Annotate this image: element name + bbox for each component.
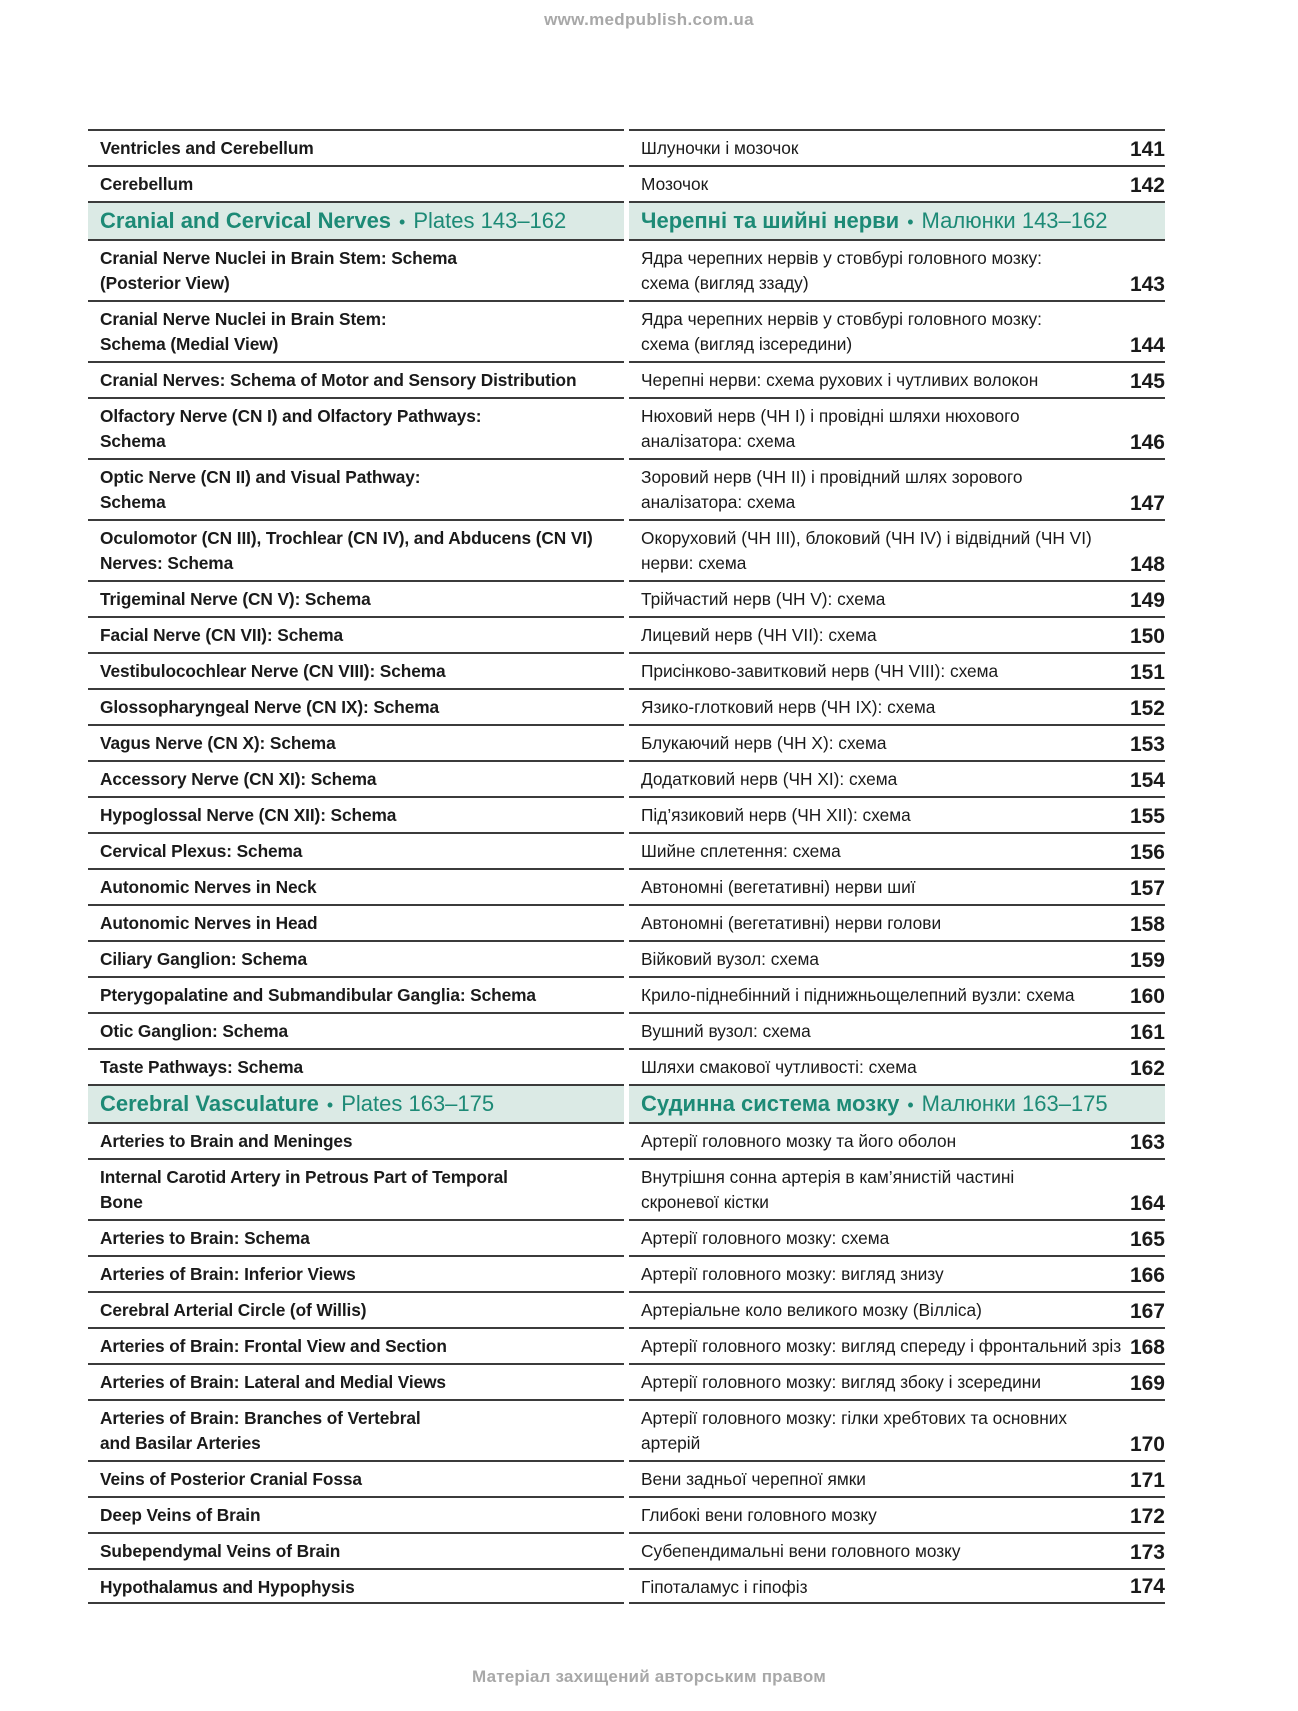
toc-entry-en	[88, 1122, 624, 1158]
entry-title-line: Autonomic Nerves in Neck	[100, 877, 317, 897]
entry-title-line: Arteries of Brain: Inferior Views	[100, 1264, 356, 1284]
header-url: www.medpublish.com.ua	[544, 10, 754, 29]
toc-entry-uk	[629, 652, 1165, 688]
entry-title-line: Autonomic Nerves in Head	[100, 913, 318, 933]
page-number: 161	[1129, 1021, 1165, 1044]
section-plates: Малюнки 163–175	[921, 1091, 1108, 1116]
entry-title-line: Optic Nerve (CN II) and Visual Pathway:	[100, 467, 421, 487]
bullet-separator: •	[326, 1095, 334, 1115]
entry-title-uk	[641, 1467, 1130, 1496]
bullet-separator: •	[399, 212, 406, 232]
entry-title-uk	[641, 1370, 1130, 1399]
entry-title-line: Subependymal Veins of Brain	[100, 1541, 341, 1561]
section-plates: Plates 143–162	[413, 208, 567, 233]
toc-entry-uk	[629, 1568, 1165, 1604]
entry-title-line: Olfactory Nerve (CN I) and Olfactory Pathways:	[100, 406, 482, 426]
entry-title-line: Vestibulocochlear Nerve (CN VIII): Schema	[100, 661, 446, 681]
toc-entry-uk	[629, 519, 1165, 580]
toc-entry-uk	[629, 239, 1165, 300]
toc-entry-uk	[629, 904, 1165, 940]
toc-entry-en	[88, 458, 624, 519]
toc-entry-uk	[629, 940, 1165, 976]
entry-title-uk	[641, 731, 1130, 760]
entry-title-line: Arteries of Brain: Frontal View and Section	[100, 1336, 447, 1356]
toc-entry-en	[88, 1532, 624, 1568]
entry-title-line: Зоровий нерв (ЧН II) і провідний шлях зорового	[641, 467, 1023, 487]
toc-entry-en	[88, 796, 624, 832]
page-number: 170	[1129, 1433, 1165, 1456]
entry-title-uk	[641, 1406, 1130, 1460]
toc-entry-uk	[629, 300, 1165, 361]
entry-title-line: Hypoglossal Nerve (CN XII): Schema	[100, 805, 397, 825]
entry-title-line: скроневої кістки	[641, 1192, 769, 1212]
section-title: Cranial and Cervical Nerves	[100, 208, 392, 233]
page-number: 146	[1129, 431, 1165, 454]
page-number: 169	[1129, 1372, 1165, 1395]
page-number: 173	[1129, 1541, 1165, 1564]
entry-title-line: Автономні (вегетативні) нерви шиї	[641, 877, 916, 897]
entry-title-line: схема (вигляд ізсередини)	[641, 334, 853, 354]
entry-title-line: Arteries to Brain and Meninges	[100, 1131, 353, 1151]
entry-title-line: Veins of Posterior Cranial Fossa	[100, 1469, 362, 1489]
entry-title-line: Cranial Nerve Nuclei in Brain Stem: Schema	[100, 248, 457, 268]
entry-title-line: артерій	[641, 1433, 701, 1453]
toc-entry-uk	[629, 1158, 1165, 1219]
entry-title-line: Нюховий нерв (ЧН I) і провідні шляхи нюхового	[641, 406, 1020, 426]
toc-entry-en	[88, 1048, 624, 1084]
page-number: 166	[1129, 1264, 1165, 1287]
toc-entry-en	[88, 976, 624, 1012]
entry-title-line: Додатковий нерв (ЧН XI): схема	[641, 769, 898, 789]
toc-entry-uk	[629, 1048, 1165, 1084]
page-number: 158	[1129, 913, 1165, 936]
toc-entry-uk	[629, 1219, 1165, 1255]
toc-entry-en	[88, 397, 624, 458]
entry-title-line: аналізатора: схема	[641, 431, 796, 451]
entry-title-line: Cerebral Arterial Circle (of Willis)	[100, 1300, 367, 1320]
toc-entry-uk	[629, 1460, 1165, 1496]
toc-entry-en	[88, 300, 624, 361]
entry-title-line: Schema	[100, 492, 166, 512]
entry-title-line: Otic Ganglion: Schema	[100, 1021, 289, 1041]
entry-title-line: Крило-піднебінний і піднижньощелепний вузли: схема	[641, 985, 1075, 1005]
entry-title-line: Шляхи смакової чутливості: схема	[641, 1057, 917, 1077]
entry-title-line: Arteries to Brain: Schema	[100, 1228, 310, 1248]
entry-title-uk	[641, 136, 1130, 165]
entry-title-uk	[641, 587, 1130, 616]
entry-title-line: Facial Nerve (CN VII): Schema	[100, 625, 343, 645]
page-number: 151	[1129, 661, 1165, 684]
entry-title-uk	[641, 465, 1130, 519]
toc-entry-uk	[629, 868, 1165, 904]
entry-title-line: Ventricles and Cerebellum	[100, 138, 314, 158]
entry-title-line: and Basilar Arteries	[100, 1433, 261, 1453]
entry-title-uk	[641, 404, 1130, 458]
entry-title-line: Війковий вузол: схема	[641, 949, 819, 969]
toc-entry-en	[88, 1012, 624, 1048]
entry-title-line: Trigeminal Nerve (CN V): Schema	[100, 589, 371, 609]
entry-title-line: Pterygopalatine and Submandibular Ganglia: Schema	[100, 985, 536, 1005]
toc-entry-uk	[629, 361, 1165, 397]
page-number: 150	[1129, 625, 1165, 648]
page-number: 157	[1129, 877, 1165, 900]
section-title: Судинна система мозку	[641, 1091, 900, 1116]
entry-title-uk	[641, 623, 1130, 652]
page-number: 165	[1129, 1228, 1165, 1251]
toc-entry-uk	[629, 796, 1165, 832]
page-number: 141	[1129, 138, 1165, 161]
toc-entry-uk	[629, 1532, 1165, 1568]
entry-title-uk	[641, 526, 1130, 580]
entry-title-uk	[641, 1298, 1130, 1327]
section-plates: Plates 163–175	[341, 1091, 495, 1116]
page-number: 174	[1129, 1575, 1165, 1598]
toc-entry-uk	[629, 1122, 1165, 1158]
entry-title-line: Cervical Plexus: Schema	[100, 841, 303, 861]
toc-entry-en	[88, 1363, 624, 1399]
entry-title-uk	[641, 911, 1130, 940]
entry-title-line: Deep Veins of Brain	[100, 1505, 261, 1525]
entry-title-uk	[641, 839, 1130, 868]
entry-title-line: Vagus Nerve (CN X): Schema	[100, 733, 336, 753]
toc-entry-uk	[629, 976, 1165, 1012]
entry-title-line: Внутрішня сонна артерія в кам’янистій частині	[641, 1167, 1015, 1187]
entry-title-line: Артерії головного мозку: вигляд знизу	[641, 1264, 944, 1284]
page-number: 160	[1129, 985, 1165, 1008]
entry-title-line: Вушний вузол: схема	[641, 1021, 811, 1041]
section-title: Черепні та шийні нерви	[641, 208, 900, 233]
toc-entry-uk	[629, 1255, 1165, 1291]
entry-title-line: схема (вигляд ззаду)	[641, 273, 809, 293]
toc-entry-en	[88, 940, 624, 976]
entry-title-uk	[641, 767, 1130, 796]
entry-title-line: Вени задньої черепної ямки	[641, 1469, 866, 1489]
entry-title-line: Артерії головного мозку: гілки хребтових та основних	[641, 1408, 1068, 1428]
entry-title-line: Шийне сплетення: схема	[641, 841, 841, 861]
entry-title-line: Hypothalamus and Hypophysis	[100, 1577, 355, 1597]
section-title: Cerebral Vasculature	[100, 1091, 319, 1116]
entry-title-line: Артерії головного мозку та його оболон	[641, 1131, 957, 1151]
entry-title-line: Артерії головного мозку: вигляд збоку і зсередини	[641, 1372, 1041, 1392]
entry-title-line: Окоруховий (ЧН III), блоковий (ЧН IV) і відвідний (ЧН VI)	[641, 528, 1092, 548]
toc-entry-uk	[629, 832, 1165, 868]
toc-entry-uk	[629, 165, 1165, 201]
entry-title-line: Arteries of Brain: Branches of Vertebral	[100, 1408, 421, 1428]
section-header-en	[88, 1084, 624, 1122]
entry-title-line: Arteries of Brain: Lateral and Medial Views	[100, 1372, 446, 1392]
entry-title-line: Ядра черепних нервів у стовбурі головного мозку:	[641, 248, 1042, 268]
entry-title-line: Присінково-завитковий нерв (ЧН VIII): схема	[641, 661, 999, 681]
entry-title-uk	[641, 1575, 1130, 1602]
entry-title-line: Cerebellum	[100, 174, 194, 194]
entry-title-line: Язико-глотковий нерв (ЧН IX): схема	[641, 697, 936, 717]
page-number: 148	[1129, 553, 1165, 576]
entry-title-line: Артерії головного мозку: вигляд спереду і фронтальний зріз	[641, 1336, 1122, 1356]
entry-title-line: Шлуночки і мозочок	[641, 138, 799, 158]
toc-entry-uk	[629, 1291, 1165, 1327]
toc-entry-uk	[629, 1012, 1165, 1048]
toc-entry-en	[88, 519, 624, 580]
toc-entry-en	[88, 1460, 624, 1496]
toc-entry-en	[88, 580, 624, 616]
page-number: 164	[1129, 1192, 1165, 1215]
table-of-contents	[88, 129, 1210, 1604]
toc-entry-en	[88, 760, 624, 796]
entry-title-uk	[641, 1503, 1130, 1532]
entry-title-line: Bone	[100, 1192, 143, 1212]
entry-title-line: Accessory Nerve (CN XI): Schema	[100, 769, 377, 789]
page-number: 162	[1129, 1057, 1165, 1080]
toc-entry-en	[88, 1399, 624, 1460]
toc-entry-en	[88, 724, 624, 760]
entry-title-line: Internal Carotid Artery in Petrous Part of Temporal	[100, 1167, 508, 1187]
entry-title-line: Черепні нерви: схема рухових і чутливих волокон	[641, 370, 1039, 390]
section-plates: Малюнки 143–162	[921, 208, 1108, 233]
entry-title-line: Гіпоталамус і гіпофіз	[641, 1577, 808, 1597]
entry-title-uk	[641, 1334, 1130, 1363]
page-number: 153	[1129, 733, 1165, 756]
toc-entry-en	[88, 652, 624, 688]
entry-title-uk	[641, 659, 1130, 688]
entry-title-line: Артеріальне коло великого мозку (Віллiса)	[641, 1300, 982, 1320]
page-number: 156	[1129, 841, 1165, 864]
toc-entry-en	[88, 1158, 624, 1219]
toc-entry-en	[88, 1327, 624, 1363]
entry-title-line: Schema	[100, 431, 166, 451]
toc-entry-en	[88, 868, 624, 904]
page-number: 143	[1129, 273, 1165, 296]
entry-title-uk	[641, 1019, 1130, 1048]
entry-title-uk	[641, 695, 1130, 724]
entry-title-line: Glossopharyngeal Nerve (CN IX): Schema	[100, 697, 440, 717]
entry-title-line: Oculomotor (CN III), Trochlear (CN IV), and Abducens (CN VI)	[100, 528, 593, 548]
toc-entry-en	[88, 1291, 624, 1327]
toc-entry-uk	[629, 1363, 1165, 1399]
entry-title-uk	[641, 1129, 1130, 1158]
entry-title-uk	[641, 307, 1130, 361]
page-number: 144	[1129, 334, 1165, 357]
toc-entry-uk	[629, 129, 1165, 165]
entry-title-uk	[641, 875, 1130, 904]
entry-title-uk	[641, 172, 1130, 201]
entry-title-line: Автономні (вегетативні) нерви голови	[641, 913, 942, 933]
entry-title-line: Субепендимальні вени головного мозку	[641, 1541, 961, 1561]
entry-title-line: Ядра черепних нервів у стовбурі головного мозку:	[641, 309, 1042, 329]
section-header-uk	[629, 1084, 1165, 1122]
page-number: 172	[1129, 1505, 1165, 1528]
toc-entry-en	[88, 688, 624, 724]
entry-title-line: (Posterior View)	[100, 273, 230, 293]
entry-title-line: Трійчастий нерв (ЧН V): схема	[641, 589, 886, 609]
entry-title-uk	[641, 368, 1130, 397]
toc-entry-uk	[629, 580, 1165, 616]
entry-title-uk	[641, 983, 1130, 1012]
entry-title-line: Під’язиковий нерв (ЧН XII): схема	[641, 805, 911, 825]
toc-entry-en	[88, 832, 624, 868]
page-number: 167	[1129, 1300, 1165, 1323]
entry-title-line: Глибокі вени головного мозку	[641, 1505, 877, 1525]
toc-entry-en	[88, 904, 624, 940]
toc-entry-uk	[629, 458, 1165, 519]
toc-entry-uk	[629, 724, 1165, 760]
entry-title-uk	[641, 1539, 1130, 1568]
copyright-notice: Матеріал захищений авторським правом	[472, 1667, 826, 1686]
toc-entry-uk	[629, 397, 1165, 458]
bullet-separator: •	[907, 212, 914, 232]
toc-entry-uk	[629, 760, 1165, 796]
toc-entry-en	[88, 616, 624, 652]
entry-title-uk	[641, 1262, 1130, 1291]
toc-entry-uk	[629, 1327, 1165, 1363]
entry-title-line: Лицевий нерв (ЧН VII): схема	[641, 625, 877, 645]
toc-entry-en	[88, 1496, 624, 1532]
toc-entry-en	[88, 361, 624, 397]
entry-title-line: Блукаючий нерв (ЧН X): схема	[641, 733, 887, 753]
toc-entry-uk	[629, 1399, 1165, 1460]
entry-title-uk	[641, 1226, 1130, 1255]
toc-entry-en	[88, 1568, 624, 1604]
toc-entry-en	[88, 1219, 624, 1255]
entry-title-uk	[641, 246, 1130, 300]
entry-title-line: нерви: схема	[641, 553, 747, 573]
toc-entry-en	[88, 129, 624, 165]
entry-title-uk	[641, 803, 1130, 832]
page-number: 147	[1129, 492, 1165, 515]
bullet-separator: •	[907, 1095, 914, 1115]
entry-title-line: Артерії головного мозку: схема	[641, 1228, 890, 1248]
entry-title-line: Nerves: Schema	[100, 553, 234, 573]
page-number: 149	[1129, 589, 1165, 612]
section-header-uk	[629, 201, 1165, 239]
page-number: 168	[1129, 1336, 1165, 1359]
toc-entry-uk	[629, 688, 1165, 724]
entry-title-uk	[641, 1165, 1130, 1219]
page-number: 154	[1129, 769, 1165, 792]
entry-title-line: Мозочок	[641, 174, 709, 194]
toc-entry-uk	[629, 1496, 1165, 1532]
entry-title-line: аналізатора: схема	[641, 492, 796, 512]
toc-entry-en	[88, 165, 624, 201]
page-number: 163	[1129, 1131, 1165, 1154]
entry-title-line: Cranial Nerve Nuclei in Brain Stem:	[100, 309, 387, 329]
page-number: 171	[1129, 1469, 1165, 1492]
entry-title-line: Taste Pathways: Schema	[100, 1057, 304, 1077]
page-number: 145	[1129, 370, 1165, 393]
page-number: 159	[1129, 949, 1165, 972]
toc-entry-en	[88, 239, 624, 300]
entry-title-line: Schema (Medial View)	[100, 334, 279, 354]
page-number: 152	[1129, 697, 1165, 720]
page-number: 142	[1129, 174, 1165, 197]
entry-title-uk	[641, 947, 1130, 976]
entry-title-line: Cranial Nerves: Schema of Motor and Sensory Distribution	[100, 370, 577, 390]
entry-title-line: Ciliary Ganglion: Schema	[100, 949, 307, 969]
toc-entry-en	[88, 1255, 624, 1291]
toc-entry-uk	[629, 616, 1165, 652]
entry-title-uk	[641, 1055, 1130, 1084]
section-header-en	[88, 201, 624, 239]
page-number: 155	[1129, 805, 1165, 828]
